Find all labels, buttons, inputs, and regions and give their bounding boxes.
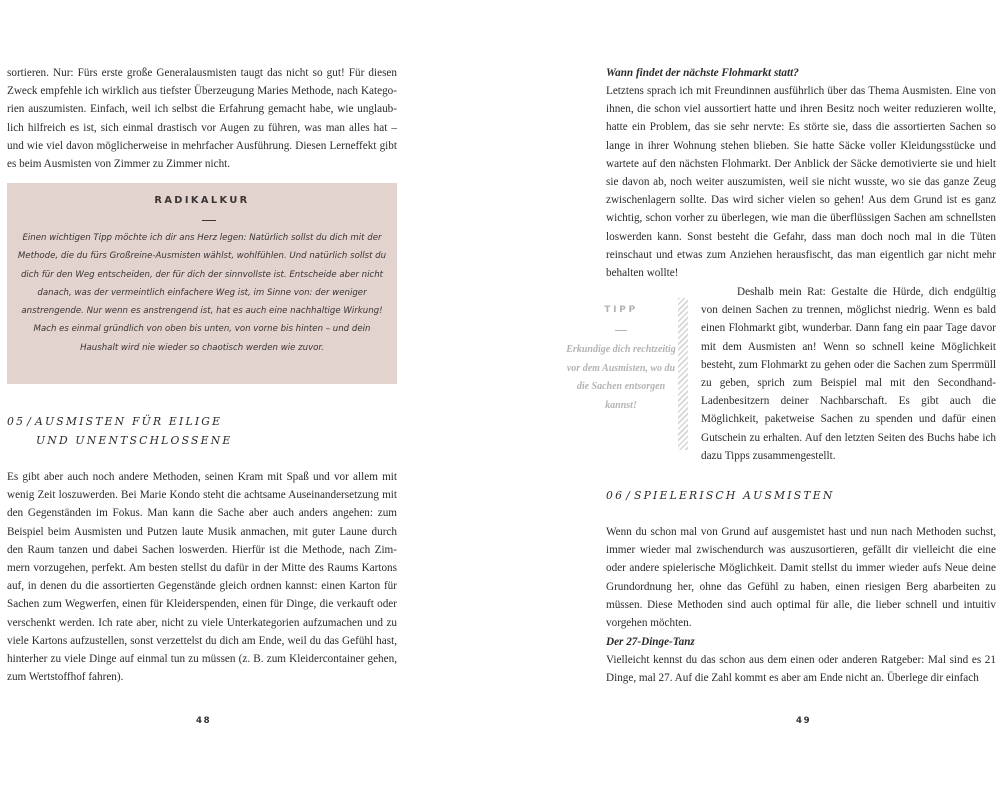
box-text: Einen wichtigen Tipp möchte ich dir ans Herz legen: Natürlich sollst du dich mit der Methode, die du fürs Großreine-Ausmisten wählst, wohlfühlen. Und natürlich sollst du dich für den Weg entscheiden, der für dich der sinnvollste ist. Entscheide aber nicht danach, was der vermeintlich einfachere Weg ist, im Sinne von: der weniger anstrengende. Nur wenn es anstrengend ist, hat es auch eine nachhaltige Wirkung! Mach es einmal gründlich von oben bis unten, von vorne bis hinten – und dein Haushalt wird nie wieder so chaotisch werden wie zuvor. xyxy=(17,233,387,353)
section-number: 05 xyxy=(7,415,26,428)
subheading-27-dinge: Der 27-Dinge-Tanz xyxy=(606,636,695,648)
tipp-title: TIPP xyxy=(604,304,638,315)
subheading-flohmarkt: Wann findet der nächste Flohmarkt statt? xyxy=(606,67,799,79)
section-title-line1: AUSMISTEN FÜR EILIGE xyxy=(34,415,223,428)
box-divider xyxy=(202,220,216,221)
radikalkur-box xyxy=(7,183,397,384)
section-heading-06 xyxy=(606,486,834,505)
tipp-text: Erkundige dich rechtzeitig vor dem Ausmisten, wo du die Sachen entsorgen kannst! xyxy=(566,344,676,411)
tipp-hatched-stripe xyxy=(678,298,688,450)
section-title-line2: UND UNENTSCHLOSSENE xyxy=(36,434,233,447)
paragraph-27-dinge: Vielleicht kennst du das schon aus dem einen oder anderen Ratgeber: Mal sind es 21 Dinge, mal 27. Auf die Zahl kommt es aber am Ende nicht an. Überlege dir einfach xyxy=(606,654,996,685)
section-number: 06 xyxy=(606,489,625,502)
paragraph-rat: Deshalb mein Rat: Gestalte die Hürde, dich endgültig von deinen Sachen zu trennen, möglichst niedrig. Wenn es bald einen Flohmarkt gibt, wunderbar. Dann fang ein paar Tage davor mit dem Ausmisten an! Wenn so schnell keine Möglichkeit besteht, zum Flohmarkt zu gehen oder die Sachen zum Sperrmüll zu geben, sprich zum Beispiel mal mit den Secondhand-Ladenbesitzern deiner Nachbarschaft. Es gibt auch die Möglichkeit, paketweise Sachen zu spenden und dafür einen Gutschein zu erhalten. Auf den letzten Seiten des Buchs habe ich dazu Tipps zusammengestellt. xyxy=(701,286,996,462)
section-separator: / xyxy=(27,415,33,428)
page-number-left: 48 xyxy=(196,716,212,726)
box-title: RADIKALKUR xyxy=(154,195,250,206)
section-separator: / xyxy=(626,489,632,502)
paragraph-spielerisch: Wenn du schon mal von Grund auf ausgemistet hast und nun nach Methoden suchst, immer wieder mal zwischendurch was auszusortieren, gefällt dir vielleicht die eine oder andere spielerische Möglichkeit. Damit stellst du immer wieder aufs Neue deine Grundordnung her, ohne das Gefühl zu haben, einen riesigen Berg abarbeiten zu müssen. Diese Methoden sind auch optimal für alle, die lieber schnell und intuitiv vorgehen möchten. xyxy=(606,526,996,630)
tipp-sidebar xyxy=(566,302,676,415)
intro-paragraph: sortieren. Nur: Fürs erste große Generalausmisten taugt das nicht so gut! Für diesen Zweck empfehle ich wirklich aus tiefster Überzeugung Maries Methode, nach Kategorien auszumisten. Einfach, weil ich selbst die Erfahrung gemacht habe, wie unglaublich hilfreich es ist, sich einmal drastisch vor Augen zu führen, was man alles hat – und wie viel davon möglicherweise in mehrfacher Ausführung. Diesen Lerneffekt gibt es beim Ausmisten von Zimmer zu Zimmer nicht. xyxy=(7,67,397,171)
section-title: SPIELERISCH AUSMISTEN xyxy=(633,489,835,502)
section-heading-05 xyxy=(7,412,232,450)
paragraph-flohmarkt: Letztens sprach ich mit Freundinnen ausführlich über das Thema Ausmisten. Eine von ihnen, die schon viel aussortiert hatte und ihren Besitz noch weiter reduzieren wollte, hatte ein Problem, das sie sehr nervte: Es störte sie, dass die assortierten Sachen so lange in ihrer Wohnung stehen blieben. Sie hatte Säcke voller Kleidungsstücke und wartete auf den nächsten Flohmarkt. Der Anblick der Säcke demotivierte sie und hielt sie davon ab, noch weiter auszumisten, weil sie nicht wusste, wo sie das ganze Zeug zwischenlagern sollte. Das wird sicher vielen so gehen! Aus dem Grund ist es ganz wichtig, schon vorher zu überlegen, wie man die überflüssigen Sachen am schnellsten loswerden kann. Sonst besteht die Gefahr, dass man doch noch mal in die Tüten reinschaut und etwas zum Anziehen herausfischt, das man eigentlich gar nicht mehr behalten wollte! xyxy=(606,85,996,280)
page-number-right: 49 xyxy=(796,716,812,726)
tipp-divider xyxy=(615,330,627,331)
section-paragraph: Es gibt aber auch noch andere Methoden, seinen Kram mit Spaß und vor allem mit wenig Zeit loszuwerden. Bei Marie Kondo steht die achtsame Auseinandersetzung mit den Gegenständen im Fokus. Man kann die Sache aber auch anders angehen: zum Beispiel beim Ausmisten und Putzen laute Musik anmachen, mit guter Laune durch den Raum tanzen und dabei Sachen loswerden. Hierfür ist die Methode, nach Zimmern vorzugehen, perfekt. Am besten stellst du dafür in der Mitte des Raums Kartons auf, in denen du die assortierten Gegenstände gleich ordnen kannst: einen Karton für Sachen zum Wegwerfen, einen für Kleiderspenden, einen für Dinge, die verkauft oder verschenkt werden. Ich rate aber, nicht zu viele Unterkategorien aufzumachen und zu viele Kartons aufzustellen, sonst verzettelst du dich am Ende, weil du das Gefühl hast, hinterher zu viele Dinge auf einmal tun zu müssen (z. B. zum Kleidercontainer gehen, zum Wertstoffhof fahren). xyxy=(7,471,397,684)
